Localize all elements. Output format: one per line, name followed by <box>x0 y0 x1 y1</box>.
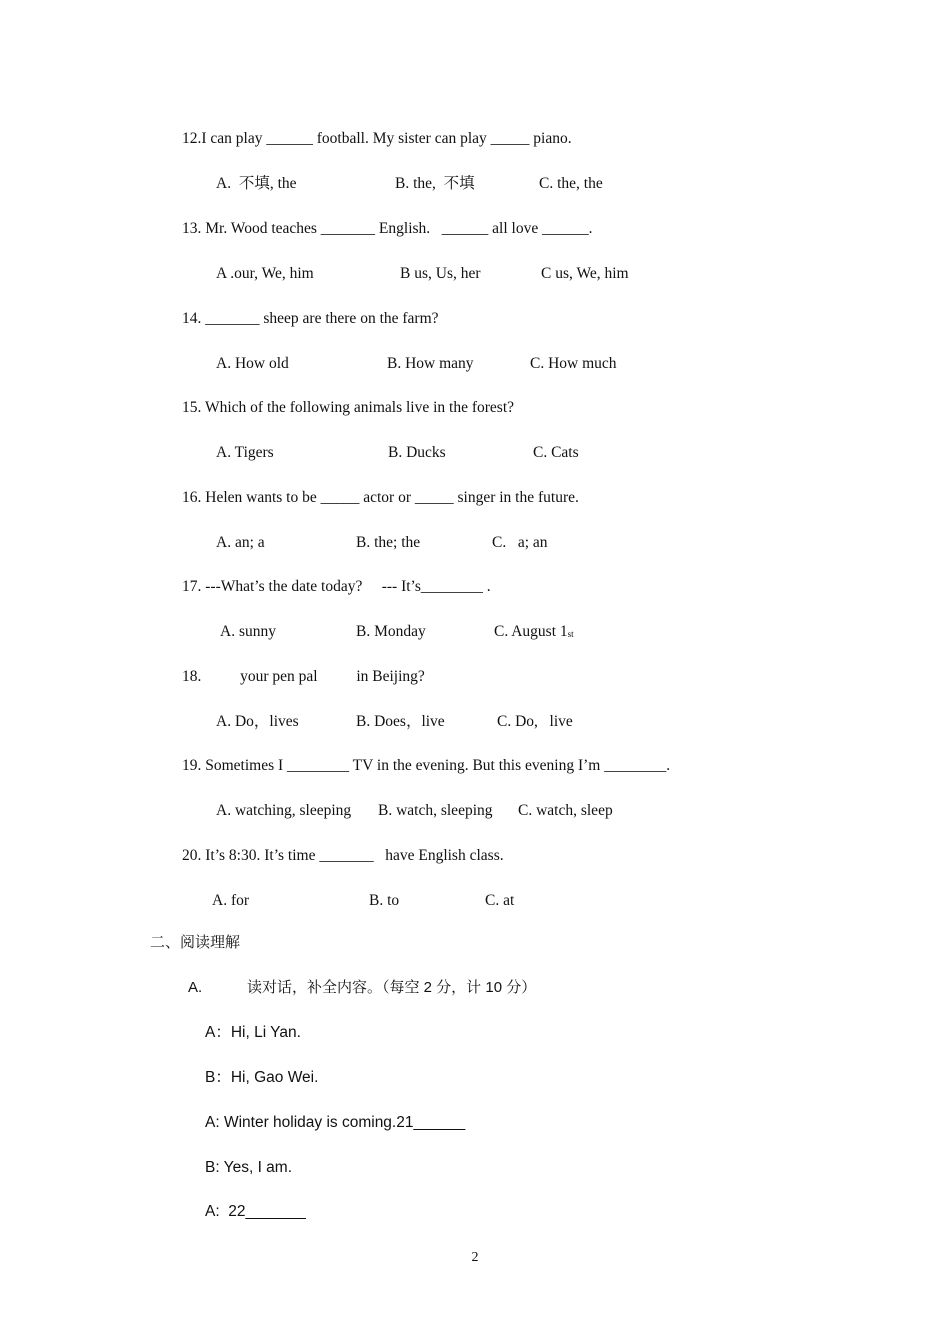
question-18-option-c: C. Do, live <box>497 713 573 730</box>
part-instruction: 读对话，补全内容。（每空 2 分，计 10 分） <box>247 979 537 996</box>
question-13-stem: 13. Mr. Wood teaches _______ English. ______ all love ______. <box>182 220 593 237</box>
section-heading: 二、阅读理解 <box>150 934 241 951</box>
option-c-text: C. August 1 <box>494 623 568 640</box>
question-15-stem: 15. Which of the following animals live in the forest? <box>182 399 515 416</box>
question-14-option-a: A. How old <box>216 355 289 372</box>
question-15-option-c: C. Cats <box>533 444 579 461</box>
dialogue-line: B: Yes, I am. <box>205 1159 293 1176</box>
question-12-stem: 12.I can play ______ football. My sister can play _____ piano. <box>182 130 572 147</box>
question-19-stem: 19. Sometimes I ________ TV in the evening. But this evening I’m ________. <box>182 757 671 774</box>
question-18-stem: 18. your pen pal in Beijing? <box>182 668 425 685</box>
question-12-option-a: A. 不填, the <box>216 175 297 192</box>
ordinal-suffix: st <box>567 629 574 639</box>
question-20-option-b: B. to <box>369 892 400 909</box>
question-19-option-c: C. watch, sleep <box>518 802 613 819</box>
question-13-option-b: B us, Us, her <box>400 265 481 282</box>
question-18-option-a: A. Do，lives <box>216 713 299 730</box>
question-20-option-a: A. for <box>212 892 250 909</box>
question-13-option-a: A .our, We, him <box>216 265 314 282</box>
dialogue-line: B：Hi, Gao Wei. <box>205 1069 319 1086</box>
question-16-option-c: C. a; an <box>492 534 548 551</box>
question-16-stem: 16. Helen wants to be _____ actor or _____ singer in the future. <box>182 489 579 506</box>
question-15-option-a: A. Tigers <box>216 444 274 461</box>
question-19-option-b: B. watch, sleeping <box>378 802 493 819</box>
question-20-option-c: C. at <box>485 892 515 909</box>
part-label: A. <box>188 979 203 996</box>
question-17-option-c <box>494 622 574 644</box>
question-12-option-c: C. the, the <box>539 175 603 192</box>
question-20-stem: 20. It’s 8:30. It’s time _______ have English class. <box>182 847 504 864</box>
dialogue-line: A：Hi, Li Yan. <box>205 1024 301 1041</box>
question-15-option-b: B. Ducks <box>388 444 446 461</box>
question-14-option-b: B. How many <box>387 355 474 372</box>
dialogue-line: A: 22_______ <box>205 1203 306 1220</box>
question-12-option-b: B. the, 不填 <box>395 175 475 192</box>
question-14-option-c: C. How much <box>530 355 617 372</box>
question-19-option-a: A. watching, sleeping <box>216 802 352 819</box>
question-17-option-a: A. sunny <box>220 623 276 640</box>
question-13-option-c: C us, We, him <box>541 265 629 282</box>
question-17-option-b: B. Monday <box>356 623 426 640</box>
question-18-option-b: B. Does，live <box>356 713 445 730</box>
question-17-stem: 17. ---What’s the date today? --- It’s________ . <box>182 578 491 595</box>
question-14-stem: 14. _______ sheep are there on the farm? <box>182 310 439 327</box>
dialogue-line: A: Winter holiday is coming.21______ <box>205 1114 466 1131</box>
question-16-option-a: A. an; a <box>216 534 265 551</box>
page-number: 2 <box>471 1250 479 1265</box>
question-16-option-b: B. the; the <box>356 534 421 551</box>
